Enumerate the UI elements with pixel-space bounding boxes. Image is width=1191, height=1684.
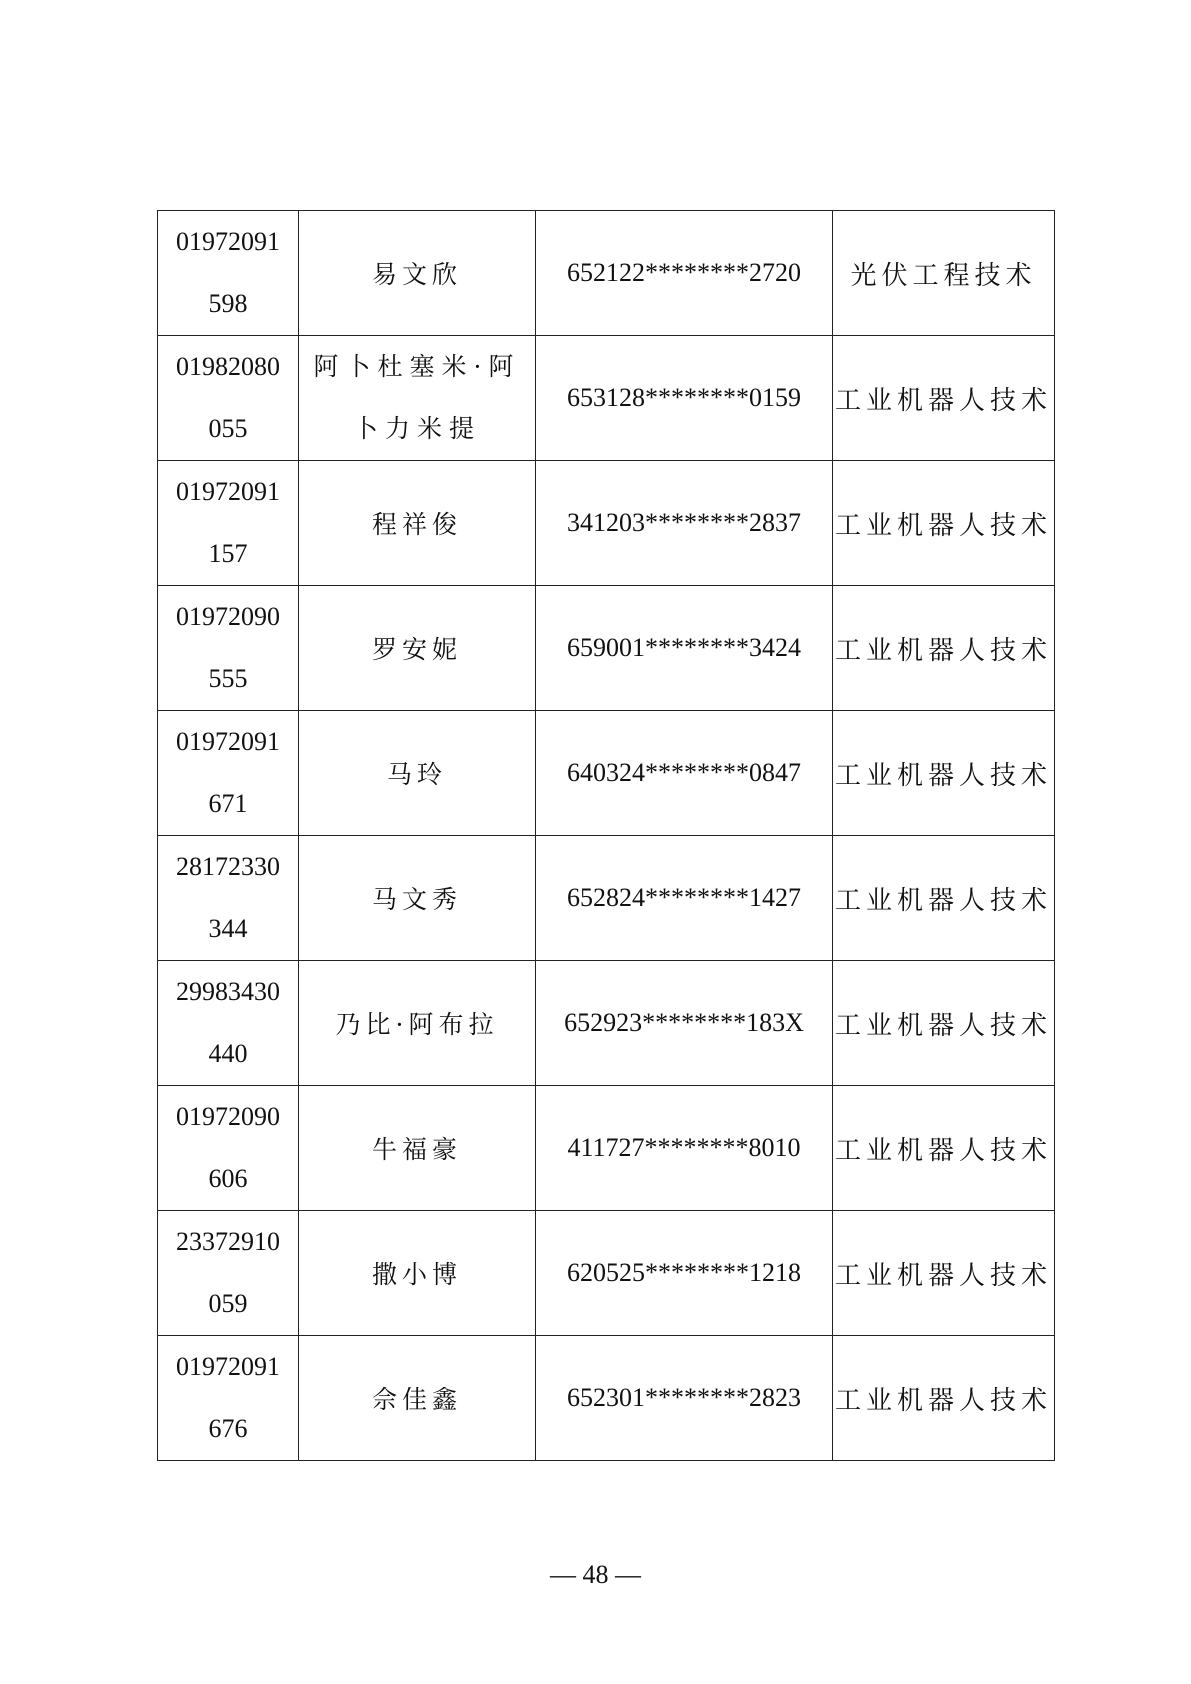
table-row <box>158 211 1055 336</box>
student-name-cell <box>299 1211 536 1336</box>
table-row <box>158 586 1055 711</box>
student-id-cell <box>158 1086 299 1211</box>
id-card-number: 653128********0159 <box>536 336 833 461</box>
student-name: 罗安妮 <box>371 635 462 664</box>
student-id-cell <box>158 711 299 836</box>
student-id-line2: 676 <box>208 1414 248 1443</box>
student-id-line2: 598 <box>208 289 248 318</box>
student-name: 程祥俊 <box>371 510 462 539</box>
student-name-cell <box>299 1086 536 1211</box>
table-row <box>158 1086 1055 1211</box>
table-row <box>158 836 1055 961</box>
student-name-cell <box>299 836 536 961</box>
major-cell: 工业机器人技术 <box>833 461 1055 586</box>
table-row <box>158 1211 1055 1336</box>
student-id-cell <box>158 336 299 461</box>
student-id-line2: 671 <box>208 789 248 818</box>
student-name-cell <box>299 1336 536 1461</box>
id-card-number: 640324********0847 <box>536 711 833 836</box>
table-body <box>158 211 1055 1461</box>
table-row <box>158 961 1055 1086</box>
student-id-line1: 29983430 <box>176 977 280 1006</box>
student-name: 牛福豪 <box>371 1135 462 1164</box>
student-name: 阿卜杜塞米·阿卜力米提 <box>313 352 521 443</box>
student-name-cell <box>299 711 536 836</box>
table-row <box>158 461 1055 586</box>
student-id-line1: 01972091 <box>176 477 280 506</box>
id-card-number: 652923********183X <box>536 961 833 1086</box>
major-cell: 工业机器人技术 <box>833 336 1055 461</box>
student-name: 马文秀 <box>371 885 462 914</box>
student-name-cell <box>299 211 536 336</box>
student-id-line2: 055 <box>208 414 248 443</box>
major-cell: 工业机器人技术 <box>833 711 1055 836</box>
student-id-line1: 01972091 <box>176 1352 280 1381</box>
student-name-cell <box>299 461 536 586</box>
student-id-cell <box>158 1211 299 1336</box>
student-id-line2: 555 <box>208 664 248 693</box>
student-name-cell <box>299 586 536 711</box>
student-id-line2: 059 <box>208 1289 248 1318</box>
id-card-number: 652122********2720 <box>536 211 833 336</box>
student-id-line2: 440 <box>208 1039 248 1068</box>
major-cell: 工业机器人技术 <box>833 836 1055 961</box>
id-card-number: 652824********1427 <box>536 836 833 961</box>
student-id-cell <box>158 836 299 961</box>
table-row <box>158 336 1055 461</box>
student-name: 撒小博 <box>371 1260 462 1289</box>
table-row <box>158 1336 1055 1461</box>
student-id-line1: 28172330 <box>176 852 280 881</box>
table-row <box>158 711 1055 836</box>
student-id-line1: 01972090 <box>176 602 280 631</box>
student-id-cell <box>158 211 299 336</box>
major-cell: 工业机器人技术 <box>833 586 1055 711</box>
student-name: 乃比·阿布拉 <box>335 1010 499 1039</box>
student-table <box>157 210 1055 1461</box>
student-name: 马玲 <box>386 760 447 789</box>
major-cell: 工业机器人技术 <box>833 1336 1055 1461</box>
id-card-number: 620525********1218 <box>536 1211 833 1336</box>
major-cell: 工业机器人技术 <box>833 961 1055 1086</box>
student-id-cell <box>158 961 299 1086</box>
major-cell: 工业机器人技术 <box>833 1211 1055 1336</box>
student-id-line1: 01972091 <box>176 727 280 756</box>
student-id-line1: 23372910 <box>176 1227 280 1256</box>
id-card-number: 652301********2823 <box>536 1336 833 1461</box>
student-name: 易文欣 <box>371 260 462 289</box>
id-card-number: 341203********2837 <box>536 461 833 586</box>
student-id-cell <box>158 586 299 711</box>
student-id-cell <box>158 461 299 586</box>
major-cell: 工业机器人技术 <box>833 1086 1055 1211</box>
student-name: 佘佳鑫 <box>371 1385 462 1414</box>
major-cell: 光伏工程技术 <box>833 211 1055 336</box>
student-id-line1: 01982080 <box>176 352 280 381</box>
student-name-cell <box>299 336 536 461</box>
student-id-line2: 344 <box>208 914 248 943</box>
page-number: — 48 — <box>550 1560 641 1589</box>
student-id-line1: 01972091 <box>176 227 280 256</box>
student-name-cell <box>299 961 536 1086</box>
id-card-number: 659001********3424 <box>536 586 833 711</box>
id-card-number: 411727********8010 <box>536 1086 833 1211</box>
student-id-cell <box>158 1336 299 1461</box>
student-id-line2: 606 <box>208 1164 248 1193</box>
student-id-line2: 157 <box>208 539 248 568</box>
student-id-line1: 01972090 <box>176 1102 280 1131</box>
